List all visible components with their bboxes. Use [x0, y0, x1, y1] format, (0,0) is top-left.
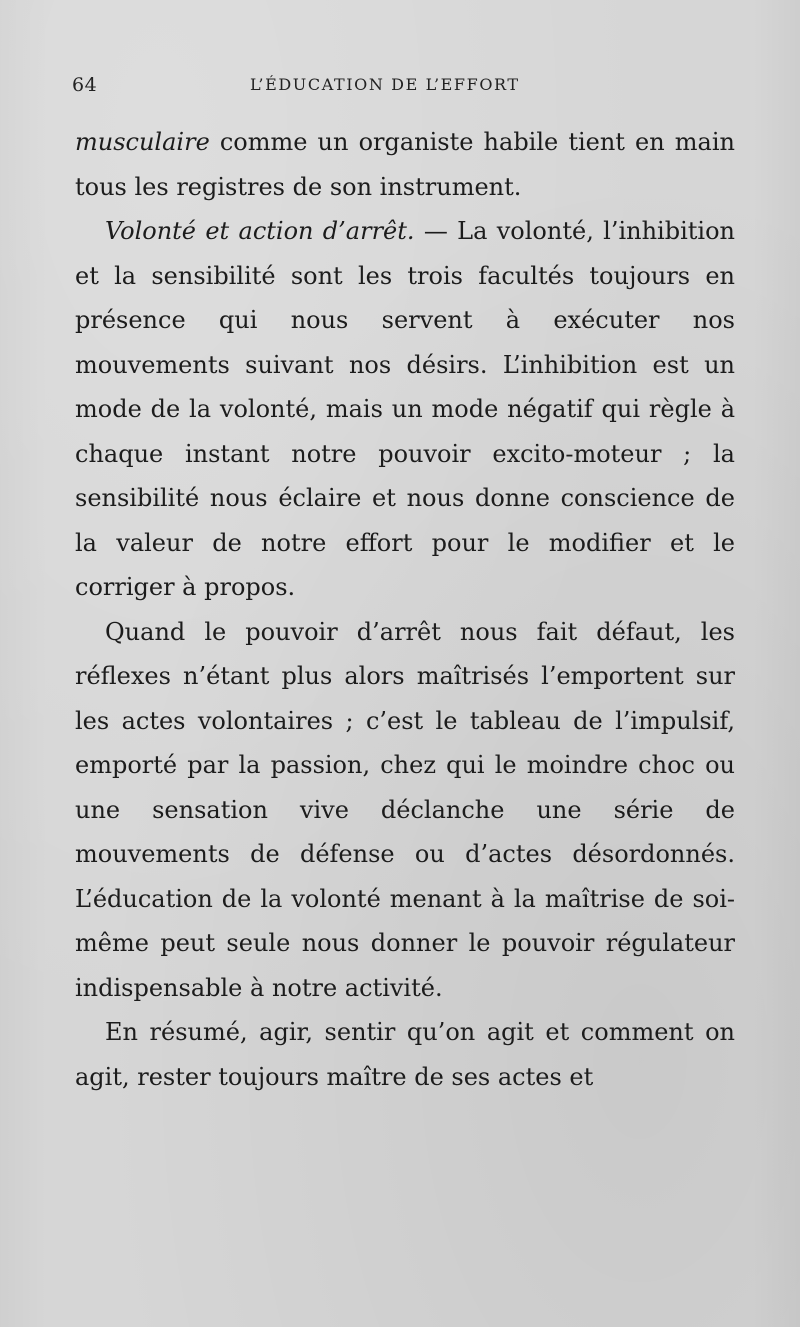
paragraph-volonte	[75, 209, 735, 610]
page-header	[72, 74, 732, 104]
running-title: L’ÉDUCATION DE L’EFFORT	[250, 75, 520, 94]
paragraph-text: Quand le pouvoir d’arrêt nous fait défaut, les réflexes n’étant plus alors maîtrisés l’emportent sur les actes volontaires ; c’est le tableau de l’impulsif, emporté par la passion, chez qui le moindre choc ou une sensation vive déclanche une série de mouvements de défense ou d’actes désordonnés. L’éducation de la volonté menant à la maîtrise de soi-même peut seule nous donner le pouvoir régulateur indispensable à notre activité.	[75, 617, 735, 1002]
paragraph-text: — La volonté, l’inhibition et la sensibilité sont les trois facultés toujours en présence qui nous servent à exécuter nos mouvements suivant nos désirs. L’inhibition est un mode de la volonté, mais un mode négatif qui règle à chaque instant notre pouvoir excito-moteur ; la sensibilité nous éclaire et nous donne conscience de la valeur de notre effort pour le modifier et le corriger à propos.	[75, 217, 735, 601]
paragraph-resume	[75, 1010, 735, 1099]
paragraph-pouvoir-arret	[75, 610, 735, 1011]
paragraph-text: En résumé, agir, sentir qu’on agit et comment on agit, rester toujours maître de ses actes et	[75, 1018, 735, 1091]
page-number: 64	[72, 74, 98, 96]
italic-word: musculaire	[75, 128, 210, 156]
paragraph-text: comme un organiste habile tient en main tous les registres de son instrument.	[75, 128, 735, 201]
paragraph-continuation	[75, 120, 735, 209]
section-heading: Volonté et action d’arrêt.	[105, 217, 415, 245]
body-text	[75, 120, 735, 1099]
